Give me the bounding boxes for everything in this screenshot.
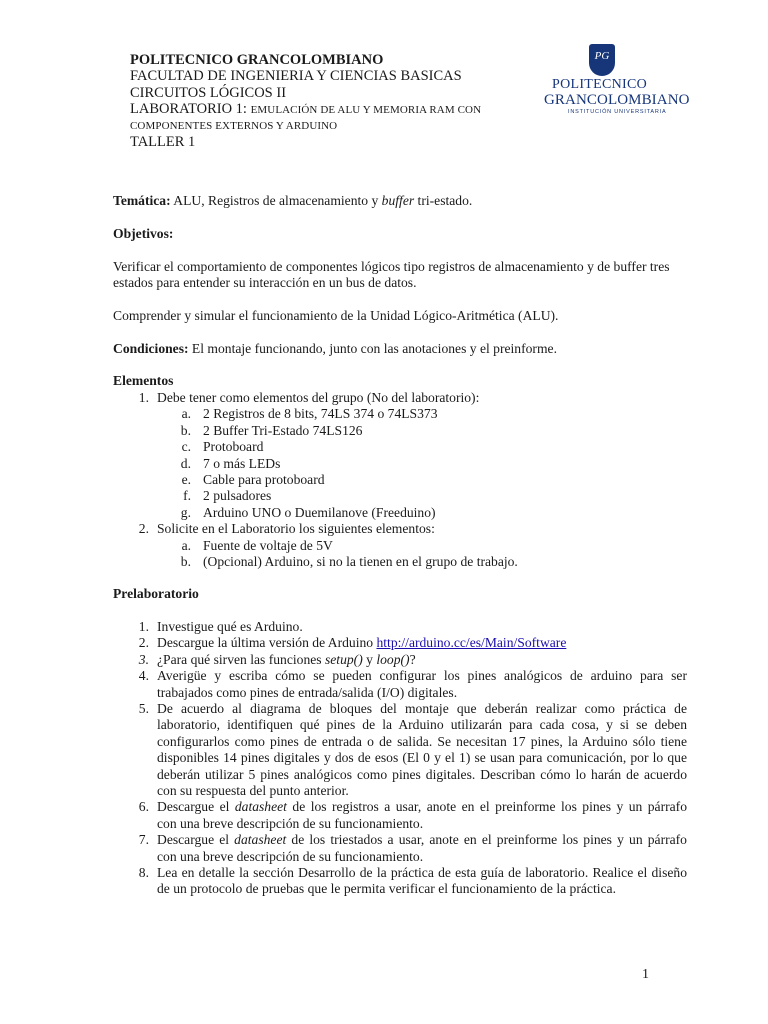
tematica-label: Temática:	[113, 193, 171, 208]
list-marker: 3.	[138, 651, 149, 667]
text-fragment: loop()	[376, 651, 410, 667]
text-fragment: El montaje funcionando, junto con las anotaciones y el preinforme.	[188, 341, 557, 356]
text-fragment: Descargue el datasheet de los registros a usar, anote en el preinforme los pines y un párrafo	[157, 799, 687, 815]
lab-title	[130, 101, 481, 118]
list-item: Debe tener como elementos del grupo (No del laboratorio):	[157, 390, 480, 405]
list-item	[157, 832, 687, 865]
lab-title-line1: EMULACIÓN DE ALU Y MEMORIA RAM CON	[250, 103, 482, 116]
text-fragment: y	[362, 651, 377, 667]
list-item	[157, 865, 687, 898]
list-marker: 1.	[138, 390, 149, 405]
list-item: 2 Buffer Tri-Estado 74LS126	[203, 422, 363, 438]
condiciones-label: Condiciones:	[113, 341, 189, 356]
shield-icon	[589, 44, 615, 76]
logo-tagline: INSTITUCIÓN UNIVERSITARIA	[568, 109, 667, 115]
elementos-list	[113, 390, 688, 570]
text-fragment: ALU, Registros de almacenamiento y	[170, 193, 382, 208]
text-fragment: de un protocolo de pruebas que le permita verificar el funcionamiento de la práctica.	[157, 881, 616, 897]
list-marker: d.	[180, 455, 191, 471]
condiciones-line	[113, 341, 688, 357]
text-fragment: trabajados como pines de entrada/salida (I/O) digitales.	[157, 684, 458, 700]
list-marker: 8.	[138, 865, 149, 880]
lab-prefix: LABORATORIO 1:	[130, 100, 251, 117]
list-item: 2 Registros de 8 bits, 74LS 374 o 74LS373	[203, 406, 438, 422]
logo-line2: GRANCOLOMBIANO	[544, 92, 690, 108]
list-marker: b.	[180, 554, 191, 569]
list-item	[157, 652, 687, 668]
list-marker: 6.	[138, 799, 149, 815]
text-fragment: PG	[594, 50, 610, 62]
institution-name: POLITECNICO GRANCOLOMBIANO	[130, 52, 384, 68]
objetivo-paragraph-1	[113, 259, 688, 292]
university-logo	[538, 44, 690, 120]
list-marker: 7.	[138, 832, 149, 848]
document-header	[130, 52, 481, 151]
list-item: 2 pulsadores	[203, 488, 272, 504]
page-number: 1	[642, 967, 649, 982]
prelaboratorio-heading: Prelaboratorio	[113, 586, 199, 601]
arduino-software-link[interactable]: http://arduino.cc/es/Main/Software	[376, 635, 567, 651]
workshop-label: TALLER 1	[130, 134, 196, 151]
objetivos-heading: Objetivos:	[113, 226, 174, 241]
list-marker: 1.	[138, 619, 149, 634]
text-fragment: con una breve descripción de su funcionamiento.	[157, 815, 424, 831]
faculty-name: FACULTAD DE INGENIERIA Y CIENCIAS BASICAS	[130, 68, 462, 85]
text-fragment: Lea en detalle la sección Desarrollo de la práctica de esta guía de laboratorio. Realice el diseño	[157, 865, 687, 880]
text-fragment: deberán utilizar 5 pines analógicos como pines digitales. Describan cómo lo harán de acuerdo	[157, 766, 687, 782]
text-fragment: buffer	[381, 193, 415, 208]
list-item	[157, 635, 687, 651]
list-marker: e.	[181, 472, 191, 487]
text-fragment: De acuerdo al diagrama de bloques del montaje que deberán realizar como práctica de	[157, 701, 687, 716]
list-marker: f.	[183, 488, 191, 504]
list-item: Protoboard	[203, 439, 264, 455]
course-name: CIRCUITOS LÓGICOS II	[130, 84, 287, 101]
text-fragment: con una breve descripción de su funcionamiento.	[157, 848, 424, 864]
list-item	[157, 668, 687, 701]
list-marker: 2.	[138, 635, 149, 651]
logo-line1: POLITECNICO	[552, 77, 648, 92]
objetivo-paragraph-2: Comprender y simular el funcionamiento de la Unidad Lógico-Aritmética (ALU).	[113, 308, 559, 323]
list-marker: g.	[180, 504, 191, 520]
lab-title-line2: COMPONENTES EXTERNOS Y ARDUINO	[130, 120, 338, 133]
elementos-heading: Elementos	[113, 373, 174, 388]
text-fragment: ¿Para qué sirven las funciones	[157, 651, 325, 667]
prelaboratorio-list	[113, 619, 688, 909]
list-marker: b.	[180, 422, 191, 438]
text-fragment: disponibles 14 pines digitales y dos de esos (El 0 y el 1) se usan para comunicación, por lo que	[157, 750, 687, 766]
text-fragment: con su respuesta del punto anterior.	[157, 783, 349, 799]
list-marker: a.	[181, 537, 191, 553]
text-fragment: Descargue la última versión de Arduino	[157, 635, 377, 651]
list-item: Cable para protoboard	[203, 472, 325, 487]
tematica-line	[113, 193, 688, 209]
list-item	[157, 701, 687, 799]
text-fragment: Averigüe y escriba cómo se pueden configurar los pines analógicos de arduino para ser	[157, 668, 687, 684]
text-fragment: ?	[409, 651, 416, 667]
text-fragment: Descargue el datasheet de los triestados a usar, anote en el preinforme los pines y un párrafo	[157, 832, 687, 848]
list-item: (Opcional) Arduino, si no la tienen en el grupo de trabajo.	[203, 554, 518, 569]
text-fragment: estados para entender su interacción en un bus de datos.	[113, 275, 417, 291]
text-fragment: setup()	[324, 651, 363, 667]
list-marker: 5.	[138, 701, 149, 716]
list-item: 7 o más LEDs	[203, 455, 281, 471]
text-fragment: laboratorio, identifiquen qué pines de la Arduino utilizarán para cada cosa, y si se deben	[157, 717, 687, 733]
text-fragment: configurarlos como pines de entrada o de salida. Se necesitan 17 pines, la Arduino sólo tiene	[157, 733, 687, 749]
list-marker: c.	[181, 439, 191, 455]
list-marker: 4.	[138, 668, 149, 684]
list-item: Arduino UNO o Duemilanove (Freeduino)	[203, 504, 436, 520]
list-marker: 2.	[138, 521, 149, 537]
list-marker: a.	[181, 406, 191, 422]
list-item: Solicite en el Laboratorio los siguientes elementos:	[157, 521, 435, 537]
list-item: Fuente de voltaje de 5V	[203, 537, 333, 553]
text-fragment: Verificar el comportamiento de componentes lógicos tipo registros de almacenamiento y de buffer tres	[113, 259, 670, 274]
list-item: Investigue qué es Arduino.	[157, 619, 303, 634]
text-fragment: tri-estado.	[414, 193, 473, 208]
list-item	[157, 799, 687, 832]
